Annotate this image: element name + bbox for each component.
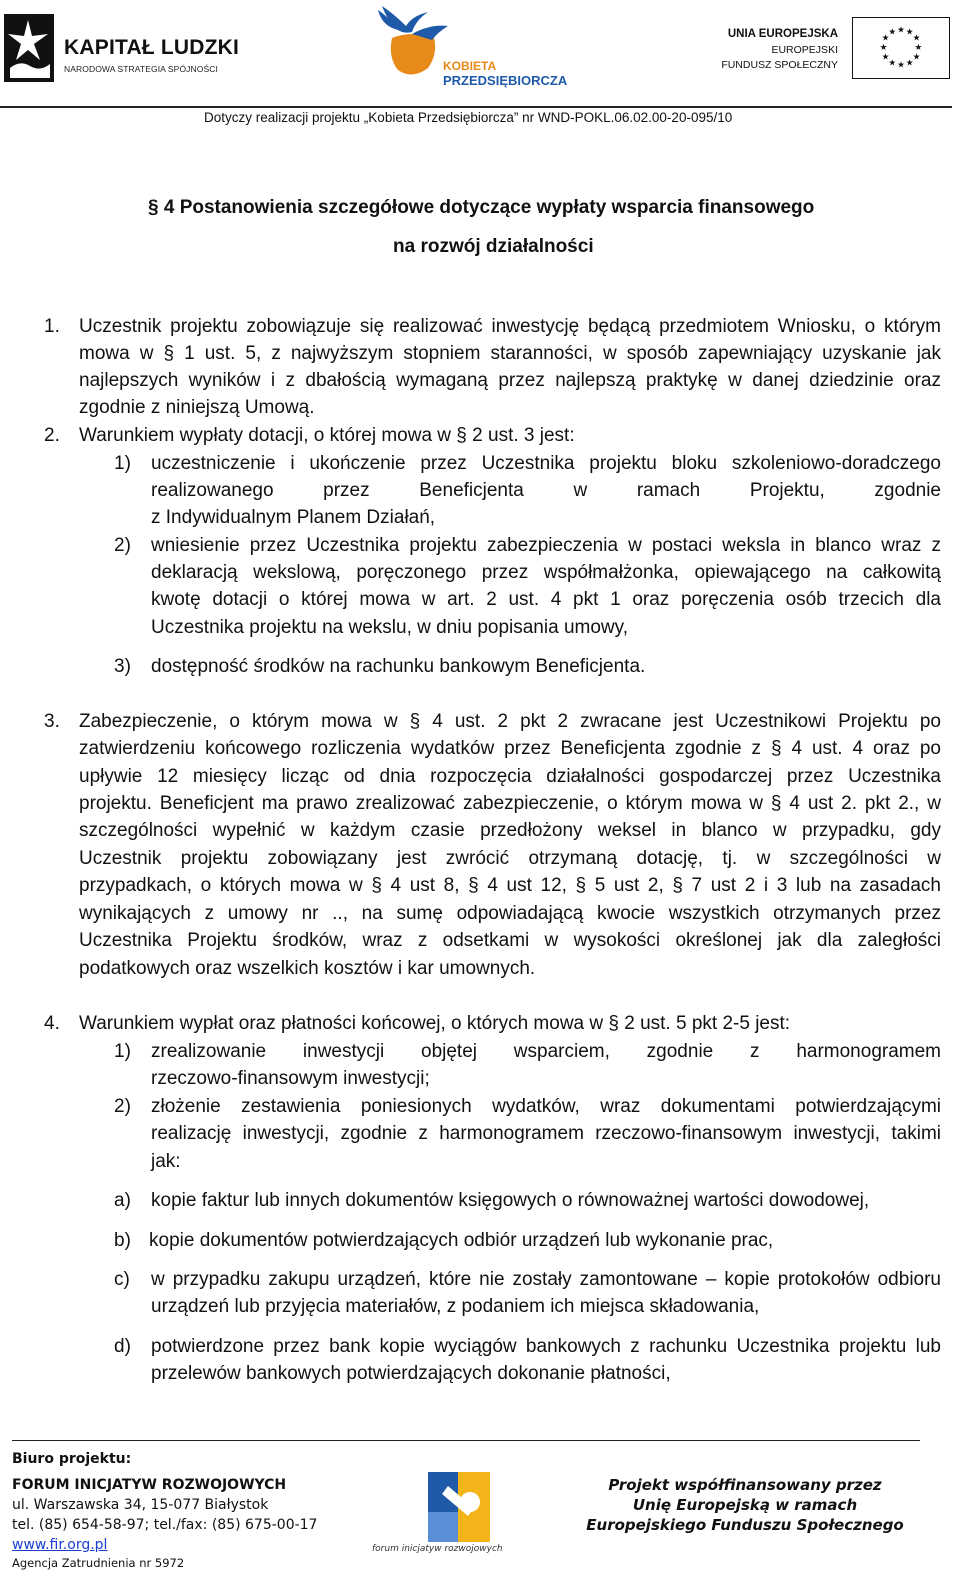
svg-text:★: ★: [881, 52, 890, 63]
paragraph-4-item-1-line: rzeczowo-finansowym inwestycji;: [151, 1068, 430, 1089]
fir-logo-emblem-icon: [428, 1472, 490, 1542]
efs-label-line1: EUROPEJSKI: [771, 44, 838, 56]
paragraph-3-line: szczególności wypełnić w każdym czasie przedłożony weksel in blanco w przypadku, gdy: [79, 820, 941, 841]
footer-phone: tel. (85) 654-58-97; tel./fax: (85) 675-00-17: [12, 1517, 318, 1533]
paragraph-2-item-2-line: kwotę dotacji o której mowa w art. 2 ust. 4 pkt 1 oraz poręczenia osób trzecich dla: [151, 589, 941, 610]
kobieta-przedsiebiorcza-logo: [372, 4, 572, 90]
paragraph-2-item-2-number: 2): [114, 535, 131, 556]
svg-text:★: ★: [888, 58, 897, 69]
paragraph-4-item-1-line: zrealizowanie inwestycji objętej wsparciem, zgodnie z harmonogramem: [151, 1041, 941, 1062]
cofinance-line-3: Europejskiego Funduszu Społecznego: [586, 1516, 904, 1534]
paragraph-1-number: 1.: [44, 316, 60, 337]
paragraph-4-intro: Warunkiem wypłat oraz płatności końcowej, o których mowa w § 2 ust. 5 pkt 2-5 jest:: [79, 1013, 791, 1034]
paragraph-1-line: najlepszych wyników i z dbałością wymaganą przez najlepszą praktykę w danej dziedzinie oraz: [79, 370, 941, 391]
svg-text:★: ★: [897, 25, 905, 36]
paragraph-2-item-2-line: Uczestnika projektu na wekslu, w dniu popisania umowy,: [151, 617, 628, 638]
paragraph-3-line: wynikających z umowy nr .., na sumę odpowiadającą kwocie wszystkich otrzymanych przez: [79, 903, 941, 924]
footer-divider: [12, 1440, 920, 1441]
fir-logo: [370, 1472, 540, 1582]
footer-agency-number: Agencja Zatrudnienia nr 5972: [12, 1556, 185, 1570]
paragraph-2-intro: Warunkiem wypłaty dotacji, o której mowa w § 2 ust. 3 jest:: [79, 425, 575, 446]
paragraph-2-item-3-number: 3): [114, 656, 131, 677]
paragraph-4-item-d-line: potwierdzone przez bank kopie wyciągów bankowych z rachunku Uczestnika projektu lub: [151, 1336, 941, 1357]
paragraph-4-item-b-line: kopie dokumentów potwierdzających odbiór urządzeń lub wykonanie prac,: [149, 1230, 774, 1251]
kapital-ludzki-logo: [4, 14, 240, 86]
paragraph-1-line: Uczestnik projektu zobowiązuje się realizować inwestycję będącą przedmiotem Wniosku, o którym: [79, 316, 941, 337]
svg-text:★: ★: [912, 33, 921, 44]
kobieta-przedsiebiorcza-bird-icon: [372, 4, 452, 88]
footer-website-link[interactable]: www.fir.org.pl: [12, 1537, 108, 1553]
paragraph-1-line: zgodnie z niniejszą Umową.: [79, 397, 315, 418]
paragraph-4-item-c-letter: c): [114, 1269, 130, 1290]
cofinance-line-2: Unię Europejską w ramach: [632, 1496, 858, 1514]
paragraph-3-line: upływie 12 miesięcy licząc od dnia rozpoczęcia działalności gospodarczej przez Uczestnika: [79, 766, 941, 787]
paragraph-4-item-1-number: 1): [114, 1041, 131, 1062]
paragraph-4-item-c-line: w przypadku zakupu urządzeń, które nie zostały zamontowane – kopie protokołów odbioru: [151, 1269, 941, 1290]
eu-label: UNIA EUROPEJSKA: [727, 28, 838, 40]
paragraph-3-number: 3.: [44, 711, 60, 732]
paragraph-4-item-2-number: 2): [114, 1096, 131, 1117]
document-reference: Dotyczy realizacji projektu „Kobieta Przedsiębiorcza” nr WND-POKL.06.02.00-20-095/10: [204, 110, 733, 125]
svg-text:★: ★: [905, 58, 914, 69]
paragraph-3-line: projektu. Beneficjent ma prawo zrealizować zabezpieczenie, o którym mowa w § 4 ust 2. pkt 2., w: [79, 793, 941, 814]
page-header: [0, 0, 960, 125]
efs-label-line2: FUNDUSZ SPOŁECZNY: [721, 59, 838, 71]
paragraph-4-item-b-letter: b): [114, 1230, 131, 1251]
paragraph-2-item-2-line: deklaracją wekslową, poręczonego przez współmałżonka, opiewającego na całkowitą: [151, 562, 941, 583]
paragraph-3-line: Zabezpieczenie, o którym mowa w § 4 ust. 2 pkt 2 zwracane jest Uczestnikowi Projektu po: [79, 711, 941, 732]
eu-flag-icon: [852, 17, 950, 79]
paragraph-3-line: Uczestnika Projektu środków, wraz z odsetkami w wysokości określonej jak dla zaległości: [79, 930, 941, 951]
paragraph-4-item-a-line: kopie faktur lub innych dokumentów księgowych o równoważnej wartości dowodowej,: [151, 1190, 870, 1211]
paragraph-4-item-d-line: przelewów bankowych potwierdzających dokonanie płatności,: [151, 1363, 671, 1384]
svg-text:★: ★: [879, 42, 888, 53]
paragraph-3-line: Uczestnik projektu zobowiązany jest zwrócić otrzymaną dotację, tj. w szczególności w: [79, 848, 941, 869]
paragraph-1-line: mowa w § 1 ust. 5, z najwyższym stopniem staranności, w sposób zapewniający uzyskanie jak: [79, 343, 941, 364]
header-divider: [0, 106, 952, 108]
paragraph-4-item-c-line: urządzeń lub przyjęcia materiałów, z podaniem ich miejsca składowania,: [151, 1296, 760, 1317]
paragraph-2-number: 2.: [44, 425, 60, 446]
paragraph-4-item-2-line: realizację inwestycji, zgodnie z harmonogramem rzeczowo-finansowym inwestycji, takimi: [151, 1123, 941, 1144]
paragraph-2-item-3-line: dostępność środków na rachunku bankowym Beneficjenta.: [151, 656, 646, 677]
paragraph-3-line: podatkowych oraz wszelkich kosztów i kar umownych.: [79, 958, 536, 979]
kobieta-label: KOBIETA: [443, 59, 497, 73]
paragraph-2-item-1-number: 1): [114, 453, 131, 474]
paragraph-2-item-1-line: realizowanego przez Beneficjenta w ramach Projektu, zgodnie: [151, 480, 941, 501]
cofinance-line-1: Projekt współfinansowany przez: [608, 1476, 882, 1494]
kapital-ludzki-title: KAPITAŁ LUDZKI: [64, 36, 240, 59]
paragraph-4-item-2-line: złożenie zestawienia poniesionych wydatków, wraz dokumentami potwierdzającymi: [151, 1096, 941, 1117]
footer-org-name: FORUM INICJATYW ROZWOJOWYCH: [12, 1477, 287, 1493]
fir-logo-caption: forum inicjatyw rozwojowych: [372, 1544, 503, 1554]
svg-text:★: ★: [905, 27, 914, 38]
paragraph-4-item-2-line: jak:: [151, 1151, 181, 1172]
paragraph-4-number: 4.: [44, 1013, 60, 1034]
paragraph-2-item-2-line: wniesienie przez Uczestnika projektu zabezpieczenia w postaci weksla in blanco wraz z: [151, 535, 941, 556]
paragraph-4-item-a-letter: a): [114, 1190, 131, 1211]
paragraph-3-line: przypadkach, o których mowa w § 4 ust 8, § 4 ust 12, § 5 ust 2, § 7 ust 2 i 3 lub na zasadach: [79, 875, 941, 896]
paragraph-2-item-1-line: z Indywidualnym Planem Działań,: [151, 507, 436, 528]
section-title-line2: na rozwój działalności: [393, 236, 594, 257]
section-title-line1: § 4 Postanowienia szczegółowe dotyczące wypłaty wsparcia finansowego: [148, 197, 815, 218]
kapital-ludzki-emblem-icon: [4, 14, 54, 82]
paragraph-4-item-d-letter: d): [114, 1336, 131, 1357]
paragraph-2-item-1-line: uczestniczenie i ukończenie przez Uczestnika projektu bloku szkoleniowo-doradczego: [151, 453, 941, 474]
svg-text:★: ★: [914, 42, 923, 53]
footer-address: ul. Warszawska 34, 15-077 Białystok: [12, 1497, 269, 1513]
footer-office-label: Biuro projektu:: [12, 1451, 132, 1467]
svg-text:★: ★: [888, 27, 897, 38]
przedsiebiorcza-label: PRZEDSIĘBIORCZA: [443, 73, 568, 88]
paragraph-3-line: zatwierdzeniu końcowego rozliczenia wydatków przez Beneficjenta zgodnie z § 4 ust. 4 oraz po: [79, 738, 941, 759]
eu-efs-logo: [721, 14, 950, 80]
svg-text:★: ★: [912, 52, 921, 63]
svg-text:★: ★: [897, 60, 905, 71]
svg-text:★: ★: [881, 33, 890, 44]
kapital-ludzki-subtitle: NARODOWA STRATEGIA SPÓJNOŚCI: [64, 64, 218, 74]
